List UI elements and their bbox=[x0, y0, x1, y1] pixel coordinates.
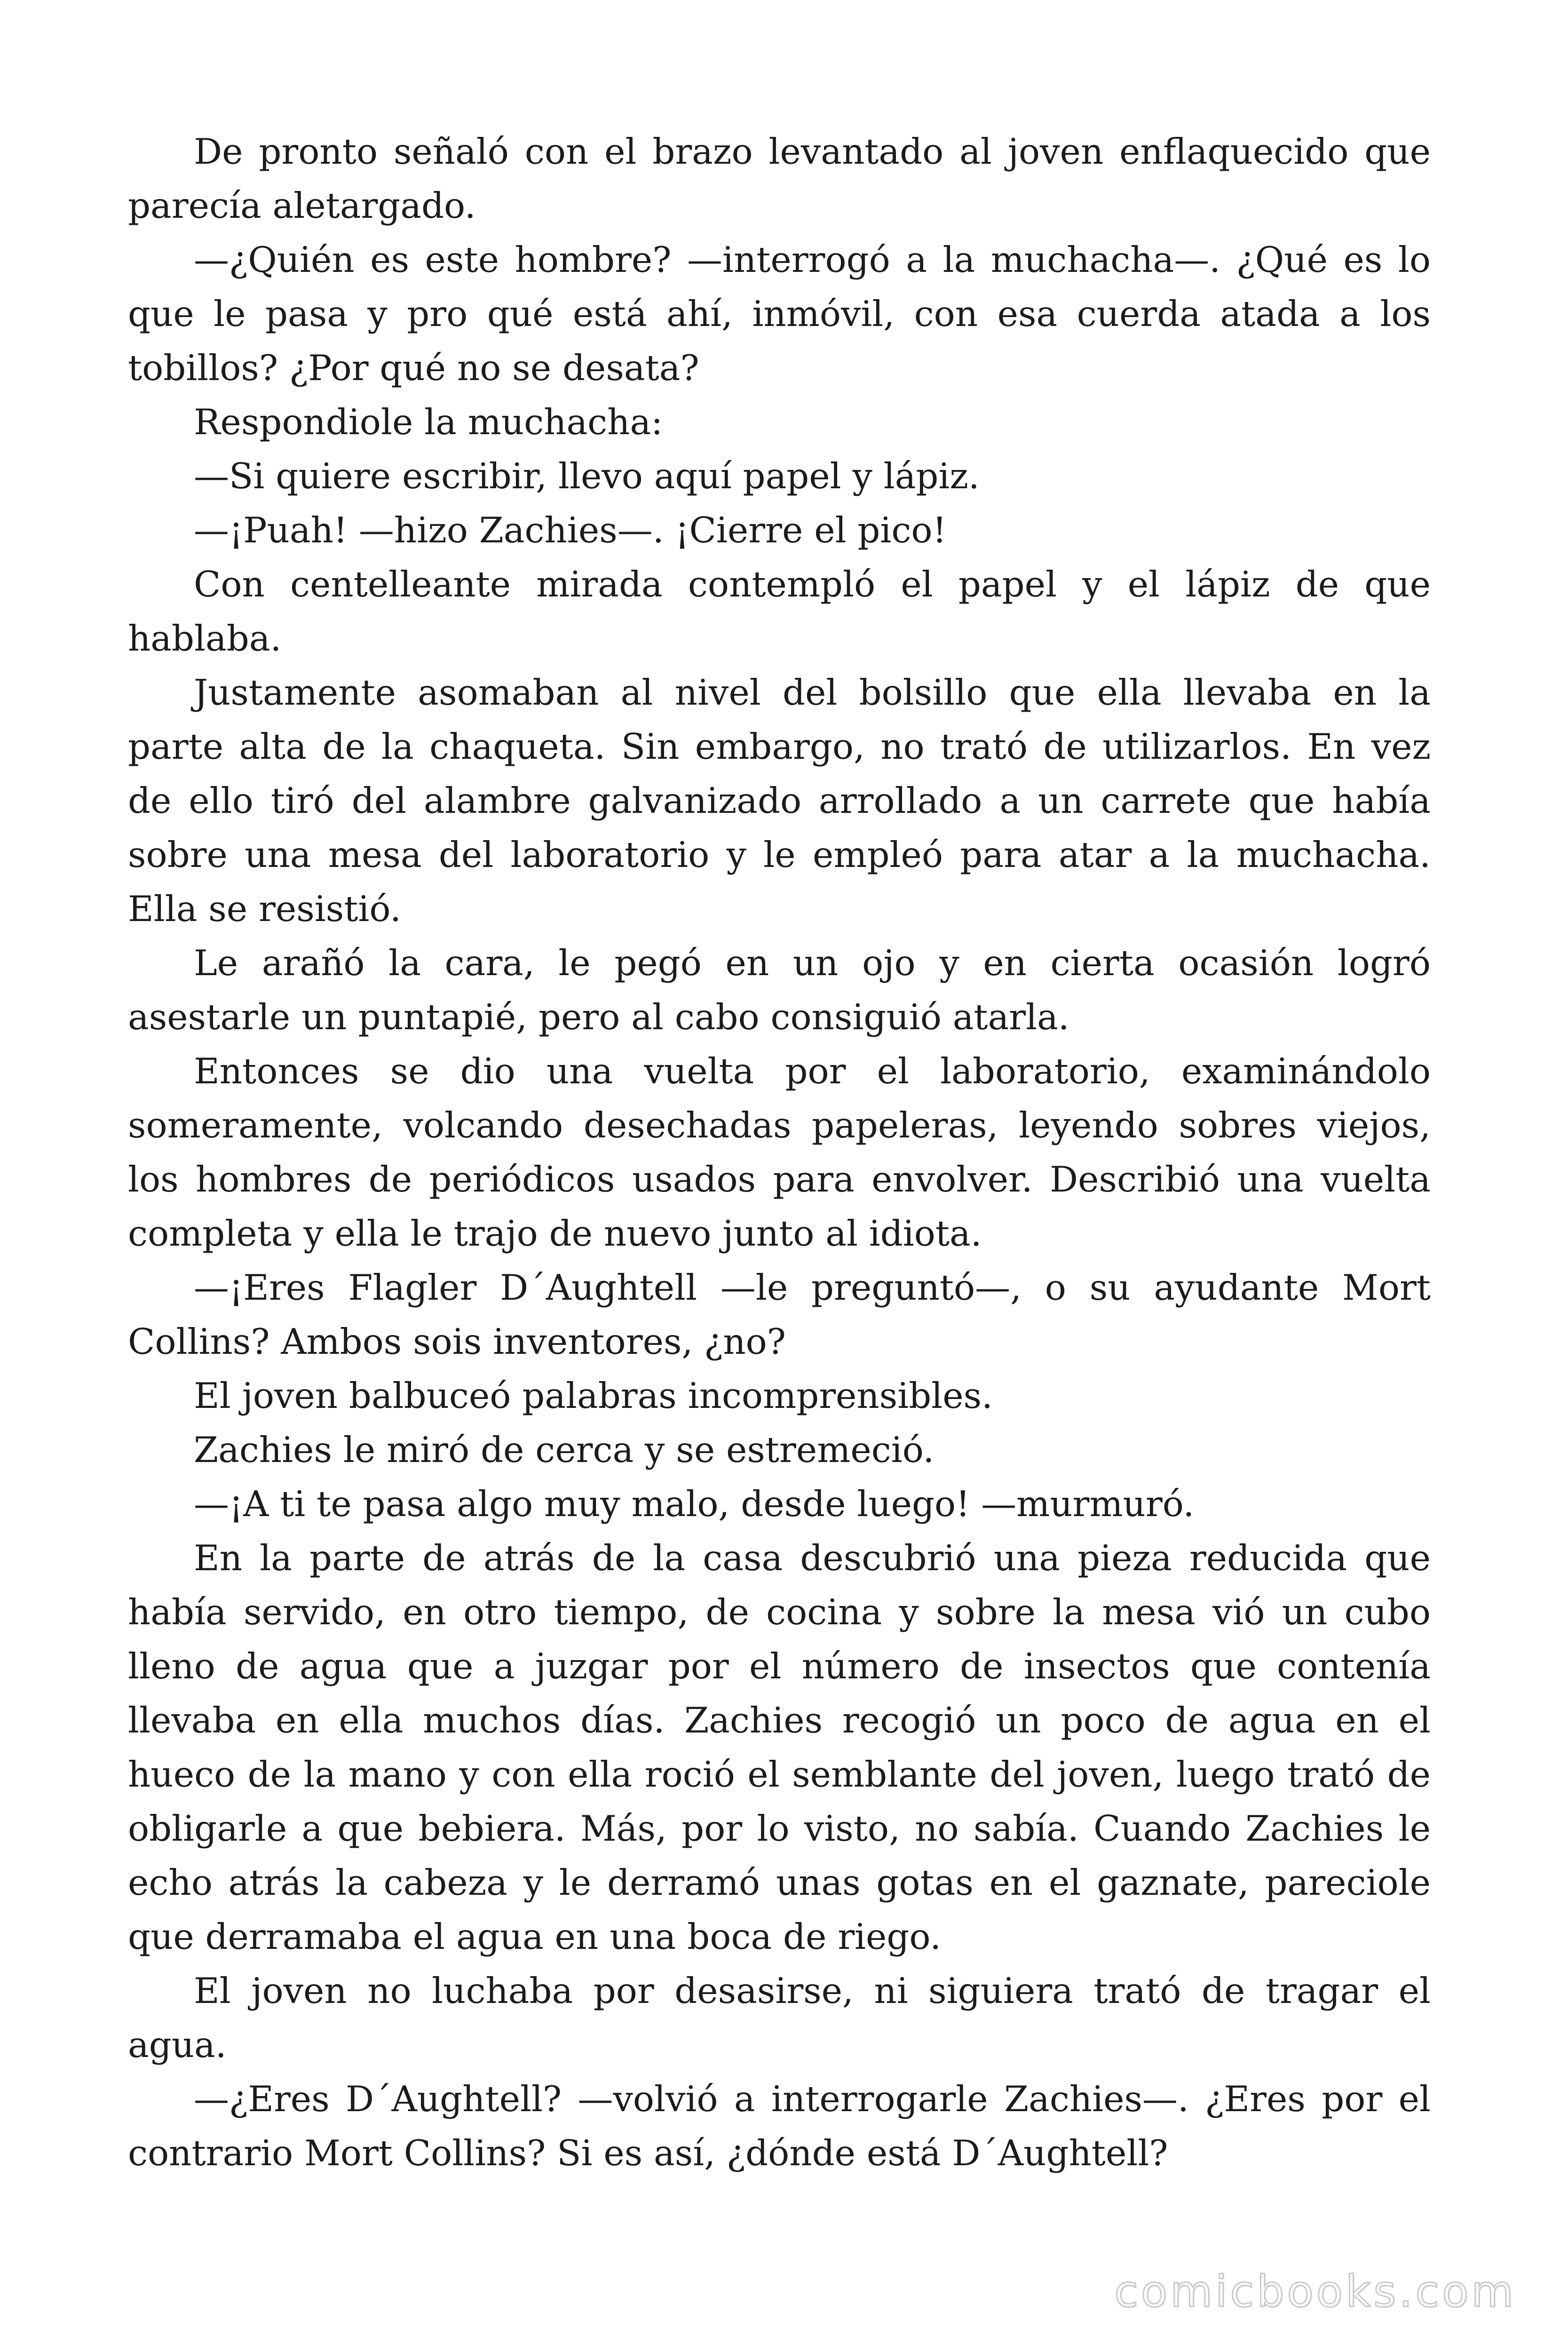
paragraph: —¡Puah! —hizo Zachies—. ¡Cierre el pico! bbox=[194, 509, 947, 551]
paragraph: —¡Eres Flagler D´Aughtell —le preguntó—, o su ayudante Mort Collins? Ambos sois inventores, ¿no? bbox=[128, 1267, 1431, 1362]
watermark-text: comicbooks.com bbox=[1114, 2266, 1516, 2317]
paragraph: —¿Quién es este hombre? —interrogó a la muchacha—. ¿Qué es lo que le pasa y pro qué está ahí, inmóvil, con esa cuerda atada a los tobillos? ¿Por qué no se desata? bbox=[128, 239, 1431, 389]
paragraph: Zachies le miró de cerca y se estremeció. bbox=[194, 1429, 934, 1470]
paragraph: En la parte de atrás de la casa descubrió una pieza reducida que había servido, en otro tiempo, de cocina y sobre la mesa vió un cubo lleno de agua que a juzgar por el número de insectos que contenía llevaba en ella muchos días. Zachies recogió un poco de agua en el hueco de la mano y con ella roció el semblante del joven, luego trató de obligarle a que bebiera. Más, por lo visto, no sabía. Cuando Zachies le echo atrás la cabeza y le derramó unas gotas en el gaznate, pareciole que derramaba el agua en una boca de riego. bbox=[128, 1537, 1431, 1957]
paragraph: Con centelleante mirada contempló el papel y el lápiz de que hablaba. bbox=[128, 564, 1431, 659]
paragraph: Justamente asomaban al nivel del bolsillo que ella llevaba en la parte alta de la chaqueta. Sin embargo, no trató de utilizarlos. En vez de ello tiró del alambre galvanizado arrollado a un carrete que había sobre una mesa del laboratorio y le empleó para atar a la muchacha. Ella se resistió. bbox=[128, 672, 1431, 930]
paragraph: Respondiole la muchacha: bbox=[194, 401, 663, 443]
paragraph: De pronto señaló con el brazo levantado al joven enflaquecido que parecía aletargado. bbox=[128, 131, 1431, 226]
paragraph: El joven no luchaba por desasirse, ni siguiera trató de tragar el agua. bbox=[128, 1970, 1431, 2066]
paragraph: —Si quiere escribir, llevo aquí papel y lápiz. bbox=[194, 455, 980, 497]
paragraph: —¡A ti te pasa algo muy malo, desde luego! —murmuró. bbox=[194, 1483, 1195, 1525]
paragraph: El joven balbuceó palabras incomprensibles. bbox=[194, 1375, 993, 1416]
page-body-text bbox=[128, 125, 1431, 2180]
paragraph: Entonces se dio una vuelta por el laboratorio, examinándolo someramente, volcando desechadas papeleras, leyendo sobres viejos, los hombres de periódicos usados para envolver. Describió una vuelta completa y ella le trajo de nuevo junto al idiota. bbox=[128, 1050, 1431, 1254]
paragraph: —¿Eres D´Aughtell? —volvió a interrogarle Zachies—. ¿Eres por el contrario Mort Collins? Si es así, ¿dónde está D´Aughtell? bbox=[128, 2078, 1431, 2174]
paragraph: Le arañó la cara, le pegó en un ojo y en cierta ocasión logró asestarle un puntapié, pero al cabo consiguió atarla. bbox=[128, 942, 1431, 1038]
